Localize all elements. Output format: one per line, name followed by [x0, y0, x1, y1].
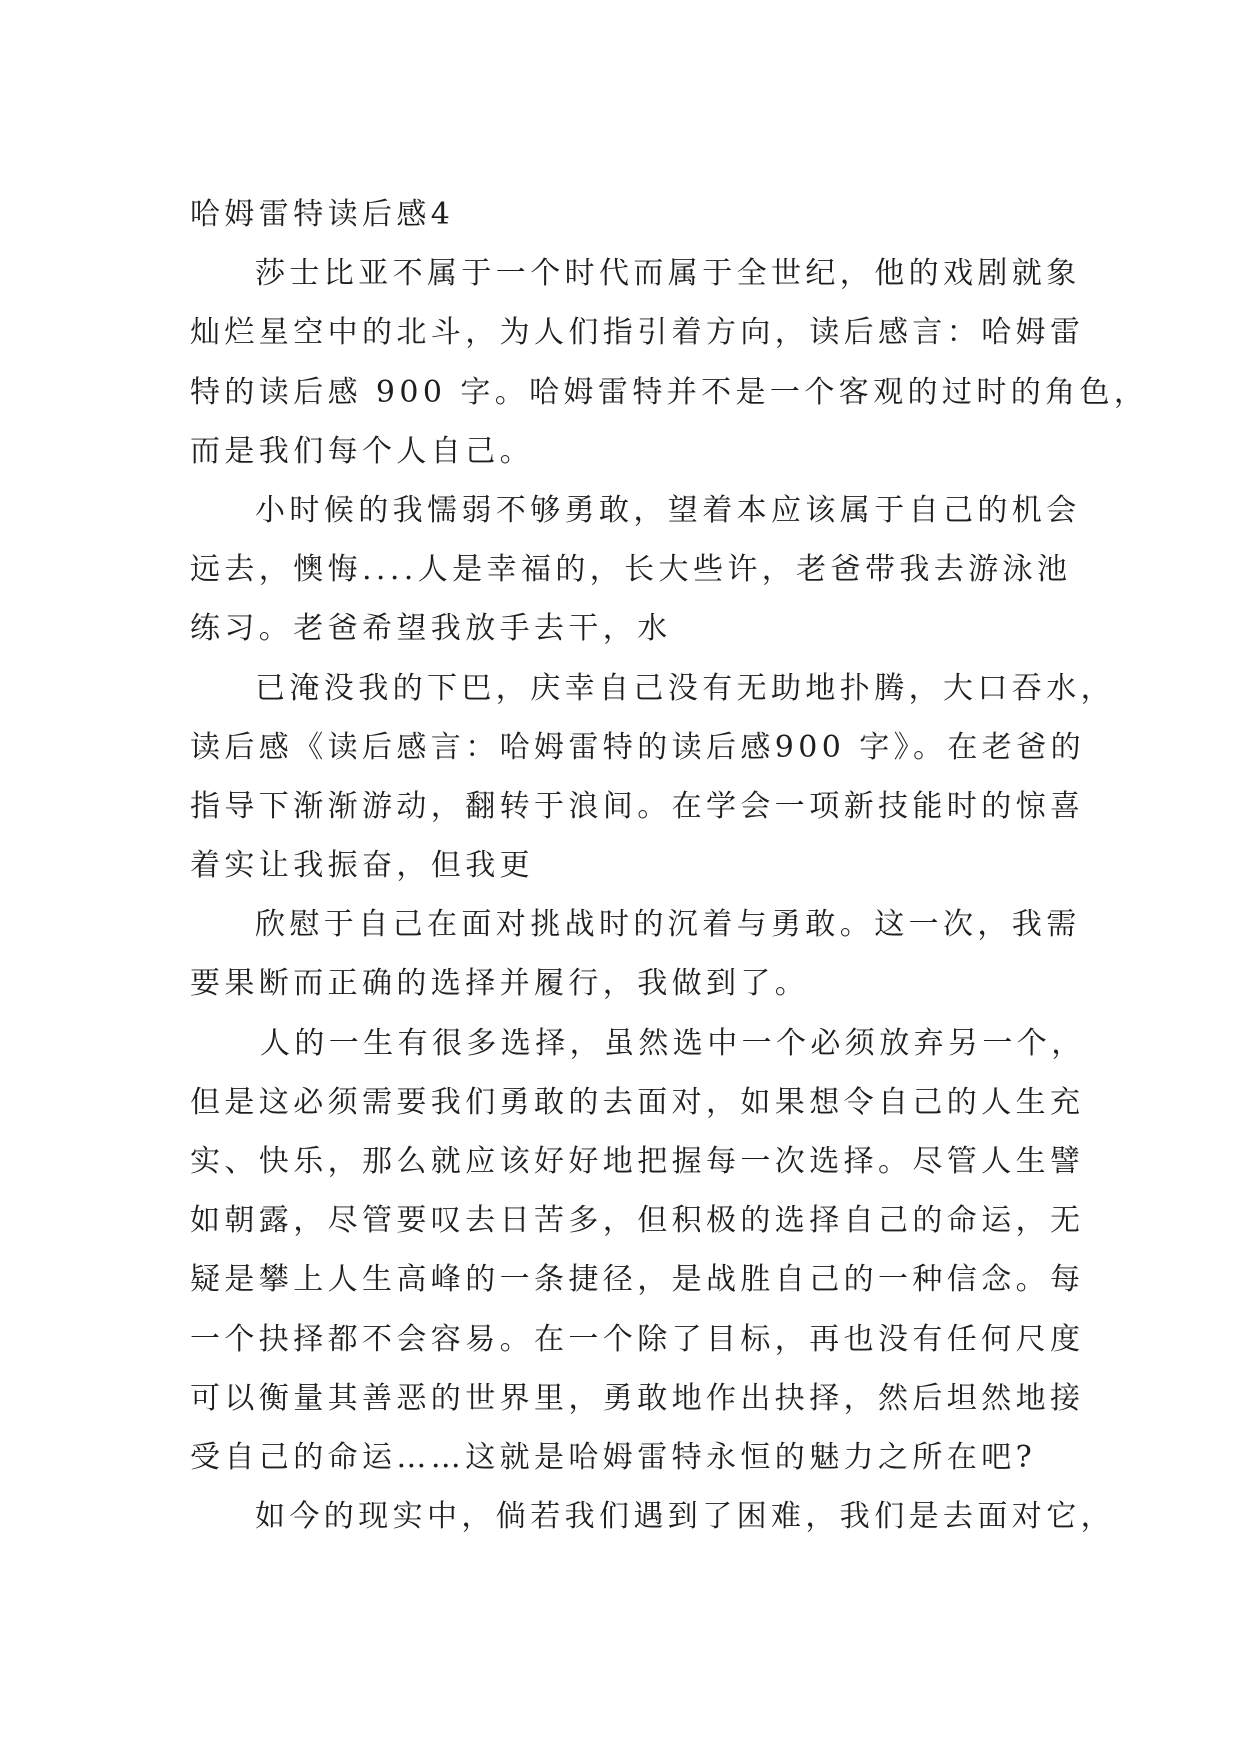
text-line: 远去，懊悔....人是幸福的，长大些许，老爸带我去游泳池: [190, 552, 1072, 588]
paragraph-6: [190, 1487, 1148, 1546]
paragraph-3: [190, 659, 1148, 896]
text-line: 如朝露，尽管要叹去日苦多，但积极的选择自己的命运，无: [190, 1203, 1085, 1239]
text-line: 受自己的命运……这就是哈姆雷特永恒的魅力之所在吧?: [190, 1439, 1037, 1475]
text-line: 小时候的我懦弱不够勇敢，望着本应该属于自己的机会: [255, 492, 1081, 528]
text-line: 着实让我振奋，但我更: [190, 848, 534, 884]
text-line: 读后感《读后感言：哈姆雷特的读后感900 字》。在老爸的: [190, 729, 1085, 765]
text-line: 实、快乐，那么就应该好好地把握每一次选择。尽管人生譬: [190, 1144, 1085, 1179]
text-line: 莎士比亚不属于一个时代而属于全世纪，他的戏剧就象: [255, 256, 1081, 292]
paragraph-4: [190, 895, 1148, 1013]
text-line: 已淹没我的下巴，庆幸自己没有无助地扑腾，大口吞水，: [255, 670, 1115, 706]
text-line: 特的读后感 900 字。哈姆雷特并不是一个客观的过时的角色，: [190, 374, 1149, 410]
text-line: 疑是攀上人生高峰的一条捷径，是战胜自己的一种信念。每: [190, 1262, 1085, 1298]
text-line: 要果断而正确的选择并履行，我做到了。: [190, 966, 810, 1002]
text-line: 一个抉择都不会容易。在一个除了目标，再也没有任何尺度: [190, 1321, 1085, 1357]
text-line: 人的一生有很多选择，虽然选中一个必须放弃另一个，: [260, 1025, 1086, 1061]
text-line: 可以衡量其善恶的世界里，勇敢地作出抉择，然后坦然地接: [190, 1380, 1085, 1416]
paragraph-1: [190, 244, 1148, 481]
text-line: 指导下渐渐游动，翻转于浪间。在学会一项新技能时的惊喜: [190, 788, 1085, 824]
text-line: 如今的现实中，倘若我们遇到了困难，我们是去面对它，: [255, 1499, 1115, 1535]
text-line: 灿烂星空中的北斗，为人们指引着方向，读后感言：哈姆雷: [190, 315, 1085, 351]
text-line: 而是我们每个人自己。: [190, 433, 534, 469]
text-line: 练习。老爸希望我放手去干，水: [190, 611, 672, 647]
text-line: 欣慰于自己在面对挑战时的沉着与勇敢。这一次，我需: [255, 907, 1081, 943]
paragraph-5: [190, 1014, 1148, 1488]
document-title: 哈姆雷特读后感4: [190, 197, 455, 232]
document-body: [190, 185, 1148, 1546]
text-line: 但是这必须需要我们勇敢的去面对，如果想令自己的人生充: [190, 1084, 1085, 1120]
paragraph-2: [190, 481, 1148, 659]
